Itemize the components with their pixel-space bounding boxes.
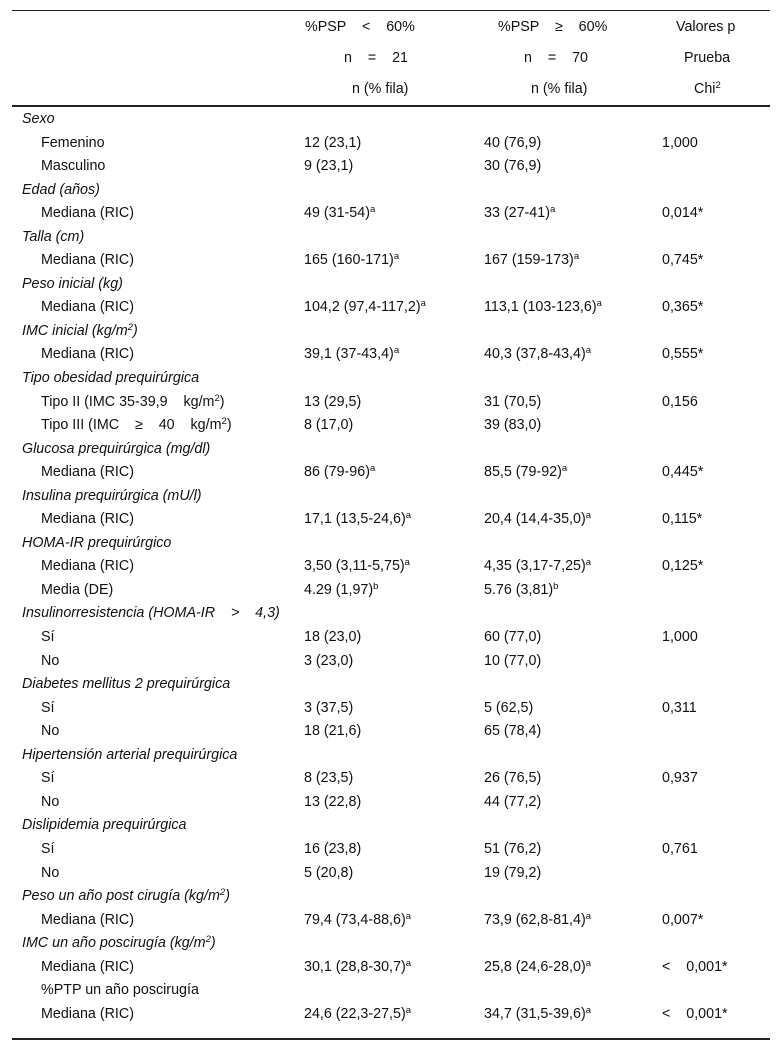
category-row xyxy=(12,320,770,344)
group1-value: 18 (23,0) xyxy=(304,629,362,646)
table-row xyxy=(12,956,770,980)
group2-value: 85,5 $(79-92)^a$ xyxy=(484,463,568,481)
category-label: Peso un año post cirugía $(kg/m^2)$ xyxy=(22,887,230,905)
p-value: 0,115* xyxy=(662,511,703,528)
group1-value: 39,1 $(37-43,4)^a$ xyxy=(304,345,400,363)
category-row xyxy=(12,673,770,697)
category-row xyxy=(12,179,770,203)
group1-value: 3,50 $(3,11-5,75)^a$ xyxy=(304,557,410,575)
group2-value: 73,9 $(62,8-81,4)^a$ xyxy=(484,910,592,928)
results-table xyxy=(12,10,770,1039)
table-row xyxy=(12,697,770,721)
group2-value: 10 (77,0) xyxy=(484,652,542,669)
header-pvalue-title: Valores p xyxy=(676,19,736,35)
header-group1-title: %PSP < 60% xyxy=(305,19,415,35)
group2-value: 40,3 $(37,8-43,4)^a$ xyxy=(484,345,592,363)
category-row xyxy=(12,744,770,768)
group1-value: 9 (23,1) xyxy=(304,158,354,175)
group1-value: 17,1 $(13,5-24,6)^a$ xyxy=(304,510,412,528)
row-label: Mediana (RIC) xyxy=(41,299,134,316)
group1-value: 104,2 $(97,4-117,2)^a$ xyxy=(304,298,426,316)
row-label: %PTP un año poscirugía xyxy=(41,982,199,999)
group2-value: 113,1 $(103-123,6)^a$ xyxy=(484,298,602,316)
group2-value: 60 (77,0) xyxy=(484,629,542,646)
category-row xyxy=(12,485,770,509)
row-label: Mediana (RIC) xyxy=(41,911,134,928)
category-row xyxy=(12,273,770,297)
group2-value: 65 (78,4) xyxy=(484,723,542,740)
row-label: Tipo III (IMC ≥ 40 $kg/m^2$) xyxy=(41,416,232,434)
p-value: 0,125* xyxy=(662,558,704,575)
group2-value: 44 (77,2) xyxy=(484,793,542,810)
table-row xyxy=(12,909,770,933)
table-row xyxy=(12,132,770,156)
group1-value: 13 (22,8) xyxy=(304,793,362,810)
group1-value: 13 (29,5) xyxy=(304,393,362,410)
row-label: Mediana (RIC) xyxy=(41,205,134,222)
table-row xyxy=(12,202,770,226)
category-row xyxy=(12,438,770,462)
row-label: Masculino xyxy=(41,158,106,175)
row-label: Media (DE) xyxy=(41,581,114,598)
table-row xyxy=(12,838,770,862)
table-row xyxy=(12,579,770,603)
category-row xyxy=(12,932,770,956)
group1-value: 16 (23,8) xyxy=(304,840,362,857)
p-value: 1,000 xyxy=(662,134,698,151)
group1-value: 3 (23,0) xyxy=(304,652,354,669)
row-label: Mediana (RIC) xyxy=(41,1005,134,1022)
table-top-rule xyxy=(12,10,770,11)
table-row xyxy=(12,1003,770,1027)
category-row xyxy=(12,814,770,838)
group2-value: 167 $(159-173)^a$ xyxy=(484,251,580,269)
group2-value: 5.76 $(3,81)^b$ xyxy=(484,580,559,598)
p-value: 0,745* xyxy=(662,252,704,269)
category-label: Glucosa prequirúrgica (mg/dl) xyxy=(22,440,211,457)
category-label: Insulinorresistencia (HOMA-IR > 4,3) xyxy=(22,605,280,622)
row-label: Mediana (RIC) xyxy=(41,464,134,481)
category-label: Sexo xyxy=(22,111,55,127)
category-row xyxy=(12,602,770,626)
group1-value: 79,4 $(73,4-88,6)^a$ xyxy=(304,910,412,928)
category-label: Peso inicial (kg) xyxy=(22,275,123,292)
p-value: 0,365* xyxy=(662,299,704,316)
table-body xyxy=(12,108,770,1026)
group2-value: 4,35 $(3,17-7,25)^a$ xyxy=(484,557,592,575)
category-row xyxy=(12,108,770,132)
category-label: Insulina prequirúrgica (mU/l) xyxy=(22,487,202,504)
table-row xyxy=(12,626,770,650)
row-label: No xyxy=(41,652,60,669)
group1-value: 8 (23,5) xyxy=(304,770,354,787)
header-group2-title: %PSP ≥ 60% xyxy=(498,19,608,35)
header-rule xyxy=(12,105,770,107)
category-label: Edad (años) xyxy=(22,181,100,198)
header-group2-unit: n (% fila) xyxy=(531,81,588,97)
group2-value: 51 (76,2) xyxy=(484,840,542,857)
category-row xyxy=(12,885,770,909)
group2-value: 34,7 $(31,5-39,6)^a$ xyxy=(484,1004,592,1022)
group2-value: 30 (76,9) xyxy=(484,158,542,175)
group2-value: 5 (62,5) xyxy=(484,699,534,716)
p-value: 0,156 xyxy=(662,393,698,410)
group1-value: 165 $(160-171)^a$ xyxy=(304,251,400,269)
row-label: Mediana (RIC) xyxy=(41,511,134,528)
group1-value: 5 (20,8) xyxy=(304,864,354,881)
category-row xyxy=(12,532,770,556)
category-label: Talla (cm) xyxy=(22,228,85,245)
table-row xyxy=(12,862,770,886)
group1-value: 3 (37,5) xyxy=(304,699,354,716)
header-test-label: Prueba xyxy=(684,50,731,66)
category-label: Dislipidemia prequirúrgica xyxy=(22,817,187,834)
table-row xyxy=(12,249,770,273)
group2-value: 39 (83,0) xyxy=(484,417,542,434)
p-value: 0,555* xyxy=(662,346,704,363)
group2-value: 40 (76,9) xyxy=(484,134,542,151)
group1-value: 86 $(79-96)^a$ xyxy=(304,463,376,481)
header-group1-unit: n (% fila) xyxy=(352,81,409,97)
group1-value: 8 (17,0) xyxy=(304,417,354,434)
table-row xyxy=(12,791,770,815)
row-label: No xyxy=(41,793,60,810)
header-group1-n: n = 21 xyxy=(344,50,408,66)
p-value: 0,761 xyxy=(662,840,698,857)
group2-value: 20,4 $(14,4-35,0)^a$ xyxy=(484,510,592,528)
category-label: Diabetes mellitus 2 prequirúrgica xyxy=(22,676,231,693)
group1-value: 49 $(31-54)^a$ xyxy=(304,204,376,222)
table-row xyxy=(12,650,770,674)
table-row xyxy=(12,461,770,485)
row-label: Sí xyxy=(41,840,55,857)
row-label: Mediana (RIC) xyxy=(41,558,134,575)
table-row xyxy=(12,720,770,744)
table-row xyxy=(12,414,770,438)
category-label: HOMA-IR prequirúrgico xyxy=(22,534,172,551)
table-row xyxy=(12,155,770,179)
p-value: 0,007* xyxy=(662,911,704,928)
row-label: Femenino xyxy=(41,134,105,151)
group1-value: 30,1 $(28,8-30,7)^a$ xyxy=(304,957,412,975)
p-value: 0,014* xyxy=(662,205,704,222)
group2-value: 31 (70,5) xyxy=(484,393,542,410)
row-label: No xyxy=(41,864,60,881)
row-label: Sí xyxy=(41,770,55,787)
table-row xyxy=(12,296,770,320)
table-row xyxy=(12,767,770,791)
row-label: Mediana (RIC) xyxy=(41,958,134,975)
p-value: 0,311 xyxy=(662,699,697,716)
table-row xyxy=(12,343,770,367)
group1-value: 24,6 $(22,3-27,5)^a$ xyxy=(304,1004,412,1022)
table-row xyxy=(12,391,770,415)
group1-value: 4.29 $(1,97)^b$ xyxy=(304,580,379,598)
category-row xyxy=(12,226,770,250)
table-row xyxy=(12,508,770,532)
header-group2-n: n = 70 xyxy=(524,50,588,66)
header-chi-square: Chi$^2$ xyxy=(694,80,721,97)
row-label: Mediana (RIC) xyxy=(41,346,134,363)
category-label: Tipo obesidad prequirúrgica xyxy=(22,370,200,387)
p-value: 1,000 xyxy=(662,629,698,646)
p-value: 0,937 xyxy=(662,770,698,787)
group2-value: 25,8 $(24,6-28,0)^a$ xyxy=(484,957,592,975)
group2-value: 19 (79,2) xyxy=(484,864,542,881)
category-label: Hipertensión arterial prequirúrgica xyxy=(22,746,238,763)
table-row xyxy=(12,555,770,579)
group2-value: 33 $(27-41)^a$ xyxy=(484,204,556,222)
row-label: No xyxy=(41,723,60,740)
category-row xyxy=(12,367,770,391)
group1-value: 12 (23,1) xyxy=(304,134,362,151)
row-label: Sí xyxy=(41,699,55,716)
group1-value: 18 (21,6) xyxy=(304,723,362,740)
group2-value: 26 (76,5) xyxy=(484,770,542,787)
row-label: Mediana (RIC) xyxy=(41,252,134,269)
category-label: IMC un año poscirugía $(kg/m^2)$ xyxy=(22,934,216,952)
category-label: IMC inicial $(kg/m^2)$ xyxy=(22,321,138,339)
p-value: 0,445* xyxy=(662,464,704,481)
p-value: < 0,001* xyxy=(662,1005,728,1022)
table-bottom-rule xyxy=(12,1038,770,1040)
row-label: Tipo II (IMC 35-39,9 $kg/m^2$) xyxy=(41,392,225,410)
p-value: < 0,001* xyxy=(662,958,728,975)
row-label: Sí xyxy=(41,629,55,646)
table-row xyxy=(12,979,770,1003)
